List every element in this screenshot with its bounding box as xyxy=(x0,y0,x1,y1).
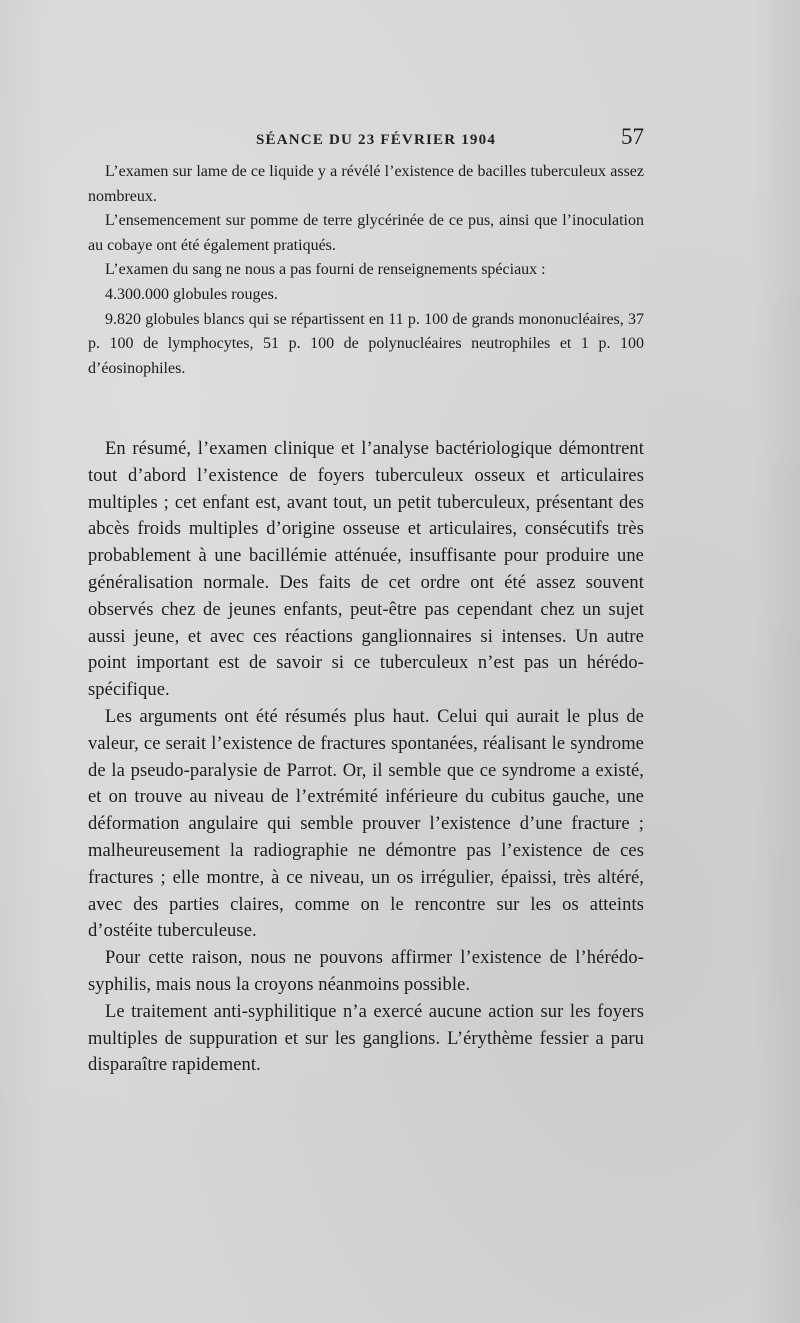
paragraph-resume: En résumé, l’examen clinique et l’analyse bactériologique démontrent tout d’abord l’existence de foyers tuberculeux osseux et articulaires multiples ; cet enfant est, avant tout, un petit tuberculeux, présentant des abcès froids multiples d’origine osseuse et articulaires, consécutifs très probablement à une bacillémie atténuée, insuffisante pour produire une généralisation normale. Des faits de cet ordre ont été assez souvent observés chez de jeunes enfants, peut-être pas cependant chez un sujet aussi jeune, et avec ces réactions ganglionnaires si intenses. Un autre point important est de savoir si ce tuberculeux n’est pas un hérédo-spécifique. xyxy=(88,439,644,701)
paragraph-globules-rouges: 4.300.000 globules rouges. xyxy=(105,285,278,303)
paragraph-traitement: Le traitement anti-syphilitique n’a exercé aucune action sur les foyers multiples de suppuration et sur les ganglions. L’érythème fessier a paru disparaître rapidement. xyxy=(88,1001,644,1076)
paragraph-ensemencement: L’ensemencement sur pomme de terre glycérinée de ce pus, ainsi que l’inoculation au cobaye ont été également pratiqués. xyxy=(88,212,644,254)
case-details-block xyxy=(88,160,644,381)
paragraph-globules-blancs: 9.820 globules blancs qui se répartissent en 11 p. 100 de grands mononucléaires, 37 p. 100 de lymphocytes, 51 p. 100 de polynucléaires neutrophiles et 1 p. 100 d’éosinophiles. xyxy=(88,310,644,377)
paragraph-examen-sang: L’examen du sang ne nous a pas fourni de renseignements spéciaux : xyxy=(105,261,546,279)
running-head xyxy=(88,124,644,154)
page-number: 57 xyxy=(621,124,644,149)
header-title: SÉANCE DU 23 FÉVRIER 1904 xyxy=(256,132,497,148)
paragraph-arguments: Les arguments ont été résumés plus haut. Celui qui aurait le plus de valeur, ce serait l’existence de fractures spontanées, réalisant le syndrome de la pseudo-paralysie de Parrot. Or, il semble que ce syndrome a existé, et on trouve au niveau de l’extrémité inférieure du cubitus gauche, une déformation angulaire qui semble prouver l’existence d’une fracture ; malheureusement la radiographie ne démontre pas l’existence de ces fractures ; elle montre, à ce niveau, un os irrégulier, épaissi, très altéré, avec des parties claires, comme on le rencontre sur les os atteints d’ostéite tuberculeuse. xyxy=(88,706,644,942)
paragraph-conclusion: Pour cette raison, nous ne pouvons affirmer l’existence de l’hérédo-syphilis, mais nous la croyons néanmoins possible. xyxy=(88,948,644,995)
paragraph-examen-lame: L’examen sur lame de ce liquide y a révélé l’existence de bacilles tuberculeux assez nombreux. xyxy=(88,163,644,205)
discussion-block xyxy=(88,436,644,1079)
